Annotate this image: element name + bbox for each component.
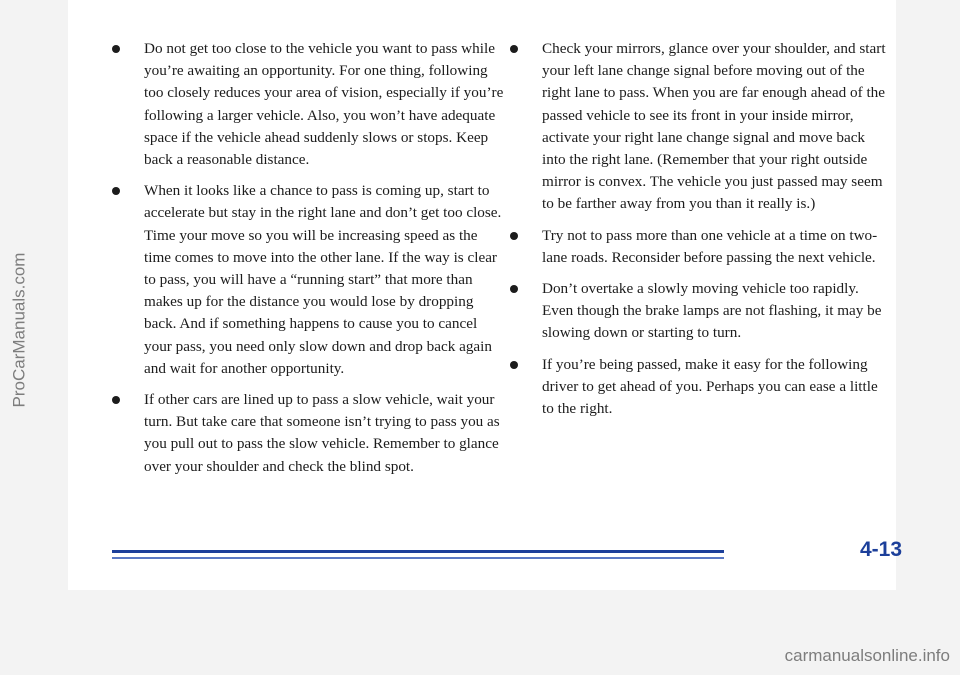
bullet-item — [510, 278, 890, 345]
bullet-text: If other cars are lined up to pass a slow vehicle, wait your turn. But take care that someone isn’t trying to pass you as you pull out to pass the slow vehicle. Remember to glance over your shoulder and check the blind spot. — [144, 391, 500, 475]
footer-rule-thin — [112, 557, 724, 559]
bullet-text: Don’t overtake a slowly moving vehicle too rapidly. Even though the brake lamps are not flashing, it may be slowing down or starting to turn. — [542, 280, 882, 342]
bullet-icon — [112, 45, 120, 53]
bullet-item — [112, 389, 504, 478]
bullet-text: Try not to pass more than one vehicle at a time on two-lane roads. Reconsider before passing the next vehicle. — [542, 226, 878, 266]
bullet-item — [510, 225, 890, 269]
right-column — [510, 38, 890, 429]
page-footer — [112, 538, 902, 568]
bullet-icon — [112, 396, 120, 404]
side-watermark — [4, 70, 34, 590]
bullet-text: Check your mirrors, glance over your shoulder, and start your left lane change signal before moving out of the right lane to pass. When you are far enough ahead of the passed vehicle to see its front in your inside mirror, activate your right lane change signal and move back into the right lane. (Remember that your right outside mirror is convex. The vehicle you just passed may seem to be farther away from you than it really is.) — [542, 40, 886, 213]
bullet-text: When it looks like a chance to pass is coming up, start to accelerate but stay in the right lane and don’t get too close. Time your move so you will be increasing speed as the time comes to move into the other lane. If the way is clear to pass, you will have a “running start” that more than makes up for the distance you would lose by dropping back. And if something happens to cause you to cancel your pass, you need only slow down and drop back again and wait for another opportunity. — [144, 182, 502, 377]
footer-rule — [112, 550, 724, 553]
bullet-item — [510, 354, 890, 421]
bullet-icon — [510, 361, 518, 369]
bullet-icon — [510, 232, 518, 240]
bullet-item — [510, 38, 890, 216]
bullet-text: Do not get too close to the vehicle you want to pass while you’re awaiting an opportunity. For one thing, following too closely reduces your area of vision, especially if you’re following a larger vehicle. Also, you won’t have adequate space if the vehicle ahead suddenly slows or stops. Keep back a reasonable distance. — [144, 40, 504, 169]
bullet-text: If you’re being passed, make it easy for the following driver to get ahead of you. Perhaps you can ease a little to the right. — [542, 355, 878, 418]
bullet-item — [112, 180, 504, 380]
bullet-icon — [510, 45, 518, 53]
bullet-icon — [510, 285, 518, 293]
bottom-watermark: carmanualsonline.info — [784, 646, 950, 665]
page-number: 4-13 — [859, 538, 902, 561]
bullet-icon — [112, 187, 120, 195]
left-column — [112, 38, 504, 487]
bullet-item — [112, 38, 504, 171]
side-watermark-text: ProCarManuals.com — [9, 252, 29, 408]
